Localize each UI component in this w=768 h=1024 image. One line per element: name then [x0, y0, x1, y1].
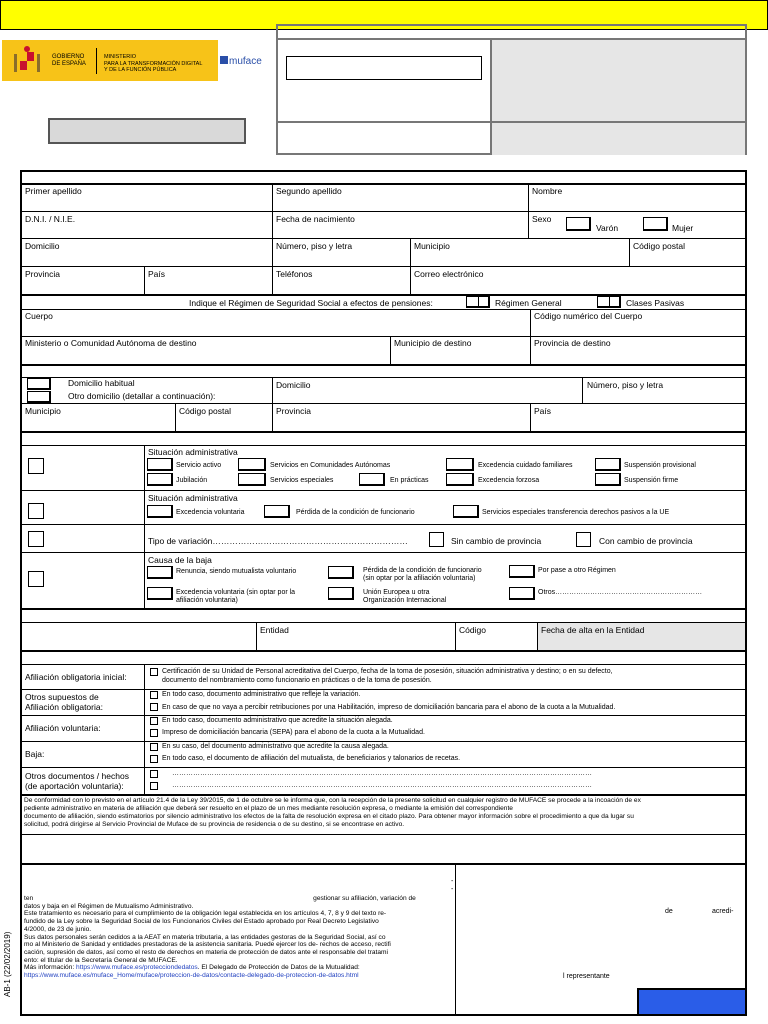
privacy-p4: fundido de la Ley sobre la Seguridad Social de los Funcionarios Civiles del Estado aprobado por Real Decreto Legislativo: [24, 918, 379, 926]
label-domicilio: Domicilio: [25, 241, 60, 251]
label-ue-2: Organización Internacional: [363, 597, 447, 604]
legal-line-4: solicitud, podrá dirigirse al Servicio Provincial de Muface de su provincia de residencia o de su destino, si se encontrase en activo.: [24, 821, 405, 828]
servicios-especiales-checkbox[interactable]: [238, 473, 266, 486]
doc-habilitacion-checkbox[interactable]: [150, 703, 158, 711]
label-fecha-alta: Fecha de alta en la Entidad: [541, 625, 645, 635]
label-domicilio-2: Domicilio: [276, 380, 311, 390]
label-perdida-condicion: Pérdida de la condición de funcionario: [296, 509, 415, 516]
privacy-p1: ten: [24, 895, 34, 902]
signature-de: de: [665, 908, 673, 915]
label-pais: País: [148, 269, 166, 279]
signature-representante: l representante: [563, 973, 610, 980]
privacy-link-2[interactable]: https://www.muface.es/muface_Home/muface/proteccion-de-datos/contacte-delegado-de-proteccion-de-datos.html: [24, 972, 359, 980]
servicios-transferencia-checkbox[interactable]: [453, 505, 479, 518]
label-afiliacion-obligatoria: Afiliación obligatoria inicial:: [25, 672, 127, 682]
label-perdida-baja-1: Pérdida de la condición de funcionario: [363, 567, 482, 574]
label-indique-regimen: Indique el Régimen de Seguridad Social a efectos de pensiones:: [189, 298, 433, 308]
segundo-apellido-input[interactable]: [274, 197, 526, 210]
excedencia-forzosa-checkbox[interactable]: [446, 473, 474, 486]
doc-cert-line-2: documento del nombramiento como funcionario en prácticas o de la toma de posesión.: [162, 677, 432, 684]
label-domicilio-habitual: Domicilio habitual: [68, 378, 135, 388]
doc-cert-checkbox[interactable]: [150, 668, 158, 676]
correo-input[interactable]: [412, 280, 745, 293]
label-servicios-especiales: Servicios especiales: [270, 477, 334, 484]
signature-acredi: acredi-: [712, 908, 734, 915]
label-provincia: Provincia: [25, 269, 60, 279]
label-sexo: Sexo: [532, 214, 552, 224]
label-perdida-baja-2: (sin optar por la afiliación voluntaria): [363, 575, 476, 582]
label-ue-1: Unión Europea u otra: [363, 589, 430, 596]
doc-habilitacion: En caso de que no vaya a percibir retribuciones por una Habilitación, impreso de domiciliación bancaria para el abono de la cuota a la Mutualidad.: [162, 704, 616, 711]
nombre-input[interactable]: [530, 197, 745, 210]
label-primer-apellido: Primer apellido: [25, 186, 82, 196]
doc-afiliacion-mutualista: En todo caso, el documento de afiliación del mutualista, de beneficiarios y talonarios de recetas.: [162, 755, 461, 762]
otros-docs-dots-1: ………………………………………………………………………………………………………………………………………………………………: [172, 770, 592, 777]
label-baja: Baja:: [25, 749, 45, 759]
situacion-1-checkbox[interactable]: [28, 458, 44, 474]
doc-situacion-checkbox[interactable]: [150, 717, 158, 725]
label-pais-2: País: [534, 406, 552, 416]
doc-sepa-checkbox[interactable]: [150, 729, 158, 737]
en-practicas-checkbox[interactable]: [359, 473, 385, 486]
registry-number-input[interactable]: [286, 56, 482, 80]
label-cuerpo: Cuerpo: [25, 311, 53, 321]
privacy-p6: Sus datos personales serán cedidos a la AEAT en materia tributaria, a las entidades gestoras de la Seguridad Social, así co: [24, 933, 386, 941]
ue-checkbox[interactable]: [328, 587, 354, 600]
privacy-p10-prefix: Más información:: [24, 964, 77, 972]
coat-of-arms-icon: [10, 44, 44, 78]
ministry-line-3: Y DE LA FUNCIÓN PÚBLICA: [104, 67, 177, 73]
submit-button[interactable]: [637, 988, 747, 1016]
label-codigo-cuerpo: Código numérico del Cuerpo: [534, 311, 643, 321]
label-fecha-nacimiento: Fecha de nacimiento: [276, 214, 355, 224]
label-correo: Correo electrónico: [414, 269, 484, 279]
label-suspension-provisional: Suspensión provisional: [624, 462, 696, 469]
label-municipio: Municipio: [414, 241, 450, 251]
sin-cambio-checkbox[interactable]: [429, 532, 444, 547]
ministry-line-2: PARA LA TRANSFORMACIÓN DIGITAL: [104, 60, 203, 67]
fecha-nacimiento-input[interactable]: [274, 225, 526, 237]
label-telefonos: Teléfonos: [276, 269, 313, 279]
situacion-2-checkbox[interactable]: [28, 503, 44, 519]
label-otros-docs-2: (de aportación voluntaria):: [25, 781, 124, 791]
label-numero-piso-2: Número, piso y letra: [587, 380, 664, 390]
label-regimen-general: Régimen General: [495, 298, 562, 308]
doc-cert-line-1: Certificación de su Unidad de Personal acreditativa del Cuerpo, fecha de la toma de posesión, situación administrativa y destino; o en su defecto,: [162, 668, 613, 675]
label-en-practicas: En prácticas: [390, 477, 429, 484]
label-otros-supuestos-1: Otros supuestos de: [25, 692, 99, 702]
legal-line-3: documento de afiliación, siendo estimatorios por silencio administrativo los efectos de la falta de resolución expresa en el citado plazo. Para obtener mayor información sobre el procedimiento a que da lugar su: [24, 813, 634, 820]
label-varon: Varón: [596, 223, 619, 233]
doc-situacion: En todo caso, documento administrativo que acredite la situación alegada.: [162, 717, 393, 724]
label-municipio-2: Municipio: [25, 406, 61, 416]
muface-mark-icon: [220, 56, 228, 64]
label-otros-supuestos-2: Afiliación obligatoria:: [25, 702, 103, 712]
suspension-provisional-checkbox[interactable]: [595, 458, 621, 471]
label-excedencia-forzosa: Excedencia forzosa: [478, 477, 540, 484]
label-mujer: Mujer: [672, 223, 694, 233]
side-code: AB-1 (22/02/2019): [3, 931, 12, 997]
doc-variacion-checkbox[interactable]: [150, 691, 158, 699]
label-provincia-2: Provincia: [276, 406, 311, 416]
servicio-activo-checkbox[interactable]: [147, 458, 173, 471]
gov-line-1: GOBIERNO: [52, 54, 85, 60]
label-servicios-transferencia: Servicios especiales transferencia derechos pasivos a la UE: [482, 509, 670, 516]
label-segundo-apellido: Segundo apellido: [276, 186, 342, 196]
privacy-p3: Este tratamiento es necesario para el cumplimiento de la obligación legal establecida en los artículos 4, 7, 8 y 9 del texto re-: [24, 910, 387, 918]
label-provincia-destino: Provincia de destino: [534, 338, 611, 348]
label-otro-domicilio: Otro domicilio (detallar a continuación):: [68, 391, 216, 401]
cuerpo-input[interactable]: [22, 322, 528, 335]
privacy-link-1[interactable]: https://www.muface.es/protecciondedatos: [76, 964, 198, 972]
jubilacion-checkbox[interactable]: [147, 473, 173, 486]
privacy-p1b: gestionar su afiliación, variación de: [313, 895, 416, 902]
excedencia-voluntaria-checkbox[interactable]: [147, 505, 173, 518]
privacy-p7: mo al Ministerio de Sanidad y entidades prestadoras de la asistencia sanitaria. Puede ejercer los de- rechos de acceso, rectifi: [24, 941, 391, 949]
label-pase-otro: Por pase a otro Régimen: [538, 567, 616, 574]
label-situacion-1: Situación administrativa: [148, 447, 238, 457]
label-codigo-postal-2: Código postal: [179, 406, 231, 416]
entidad-input[interactable]: [258, 636, 453, 649]
privacy-p8: cación, supresión de datos, así como el resto de derechos en materia de protección de datos ante el responsable del tratami: [24, 948, 388, 956]
label-nombre: Nombre: [532, 186, 563, 196]
label-suspension-firme: Suspensión firme: [624, 477, 679, 484]
privacy-p2: datos y baja en el Régimen de Mutualismo Administrativo.: [24, 902, 194, 910]
label-exc-vol-1: Excedencia voluntaria (sin optar por la: [176, 589, 296, 596]
perdida-baja-checkbox[interactable]: [328, 566, 354, 579]
label-exc-vol-2: afiliación voluntaria): [176, 597, 238, 604]
registry-box: [276, 24, 747, 155]
gov-line-2: DE ESPAÑA: [52, 61, 86, 67]
exc-vol-baja-checkbox[interactable]: [147, 587, 173, 600]
label-situacion-2: Situación administrativa: [148, 493, 238, 503]
renuncia-checkbox[interactable]: [147, 566, 173, 579]
mujer-checkbox[interactable]: [643, 217, 668, 231]
label-servicio-activo: Servicio activo: [176, 462, 222, 469]
label-excedencia-voluntaria: Excedencia voluntaria: [176, 509, 245, 516]
otro-domicilio-checkbox[interactable]: [27, 391, 51, 403]
label-codigo-postal: Código postal: [633, 241, 685, 251]
variacion-checkbox[interactable]: [28, 531, 44, 547]
legal-line-1: De conformidad con lo previsto en el artículo 21.4 de la Ley 39/2015, de 1 de octubre se le informa que, con la recepción de la presente solicitud en cualquier registro de MUFACE se procede a la incoación de ex: [24, 797, 641, 804]
varon-checkbox[interactable]: [566, 217, 591, 231]
otros-baja-checkbox[interactable]: [509, 587, 535, 600]
label-otros-docs-1: Otros documentos / hechos: [25, 771, 129, 781]
ministry-line-1: MINISTERIO: [104, 54, 137, 60]
privacy-p5: 4/2000, de 23 de junio.: [24, 925, 92, 933]
doc-variacion: En todo caso, documento administrativo que refleje la variación.: [162, 691, 361, 698]
doc-causa-baja: En su caso, del documento administrativo que acredite la causa alegada.: [162, 743, 389, 750]
primer-apellido-input[interactable]: [22, 197, 270, 210]
suspension-firme-checkbox[interactable]: [595, 473, 621, 486]
label-dni: D.N.I. / N.I.E.: [25, 214, 76, 224]
otros-docs-2-checkbox[interactable]: [150, 782, 158, 790]
pase-otro-checkbox[interactable]: [509, 565, 535, 578]
dni-input[interactable]: [22, 225, 270, 237]
domicilio-input[interactable]: [22, 252, 270, 265]
label-codigo: Código: [459, 625, 486, 635]
perdida-condicion-checkbox[interactable]: [264, 505, 290, 518]
label-con-cambio: Con cambio de provincia: [599, 536, 693, 546]
servicios-ccaa-checkbox[interactable]: [238, 458, 266, 471]
label-jubilacion: Jubilación: [176, 477, 208, 484]
label-sin-cambio: Sin cambio de provincia: [451, 536, 542, 546]
observations-box[interactable]: [22, 836, 745, 862]
gov-logo: [2, 40, 218, 81]
muface-logo: muface: [220, 56, 262, 67]
codigo-input[interactable]: [457, 636, 535, 649]
label-entidad: Entidad: [260, 625, 289, 635]
doc-afiliacion-mutualista-checkbox[interactable]: [150, 755, 158, 763]
label-renuncia: Renuncia, siendo mutualista voluntario: [176, 568, 297, 575]
otros-docs-1-checkbox[interactable]: [150, 770, 158, 778]
privacy-p10-suffix: . El Delegado de Protección de Datos de la Mutualidad:: [197, 964, 360, 972]
label-municipio-destino: Municipio de destino: [394, 338, 472, 348]
label-otros-baja: Otros………………………………………………………: [538, 589, 703, 596]
excedencia-cuidado-checkbox[interactable]: [446, 458, 474, 471]
legal-line-2: pediente administrativo en materia de afiliación que deberá ser resuelto en el plazo de un mes mediante resolución expresa, o mediante la emisión del correspondiente: [24, 805, 513, 812]
con-cambio-checkbox[interactable]: [576, 532, 591, 547]
doc-sepa: Impreso de domiciliación bancaria (SEPA) para el abono de la cuota a la Mutualidad.: [162, 729, 425, 736]
signature-box[interactable]: [457, 920, 635, 970]
label-tipo-variacion: Tipo de variación……………………………………………………………: [148, 536, 408, 546]
domicilio-habitual-checkbox[interactable]: [27, 378, 51, 390]
grey-code-box: [48, 118, 246, 144]
privacy-p9: ento: el titular de la Secretaría General de MUFACE.: [24, 956, 178, 964]
registry-date-input[interactable]: [286, 89, 482, 117]
label-causa-baja: Causa de la baja: [148, 555, 212, 565]
doc-causa-baja-checkbox[interactable]: [150, 743, 158, 751]
label-afiliacion-voluntaria: Afiliación voluntaria:: [25, 723, 101, 733]
baja-checkbox[interactable]: [28, 571, 44, 587]
label-ministerio-destino: Ministerio o Comunidad Autónoma de destino: [25, 338, 197, 348]
label-clases-pasivas: Clases Pasivas: [626, 298, 685, 308]
label-numero-piso: Número, piso y letra: [276, 241, 353, 251]
label-excedencia-cuidado: Excedencia cuidado familiares: [478, 462, 573, 469]
otros-docs-dots-2: ………………………………………………………………………………………………………………………………………………………………: [172, 782, 592, 789]
label-servicios-ccaa: Servicios en Comunidades Autónomas: [270, 462, 391, 469]
